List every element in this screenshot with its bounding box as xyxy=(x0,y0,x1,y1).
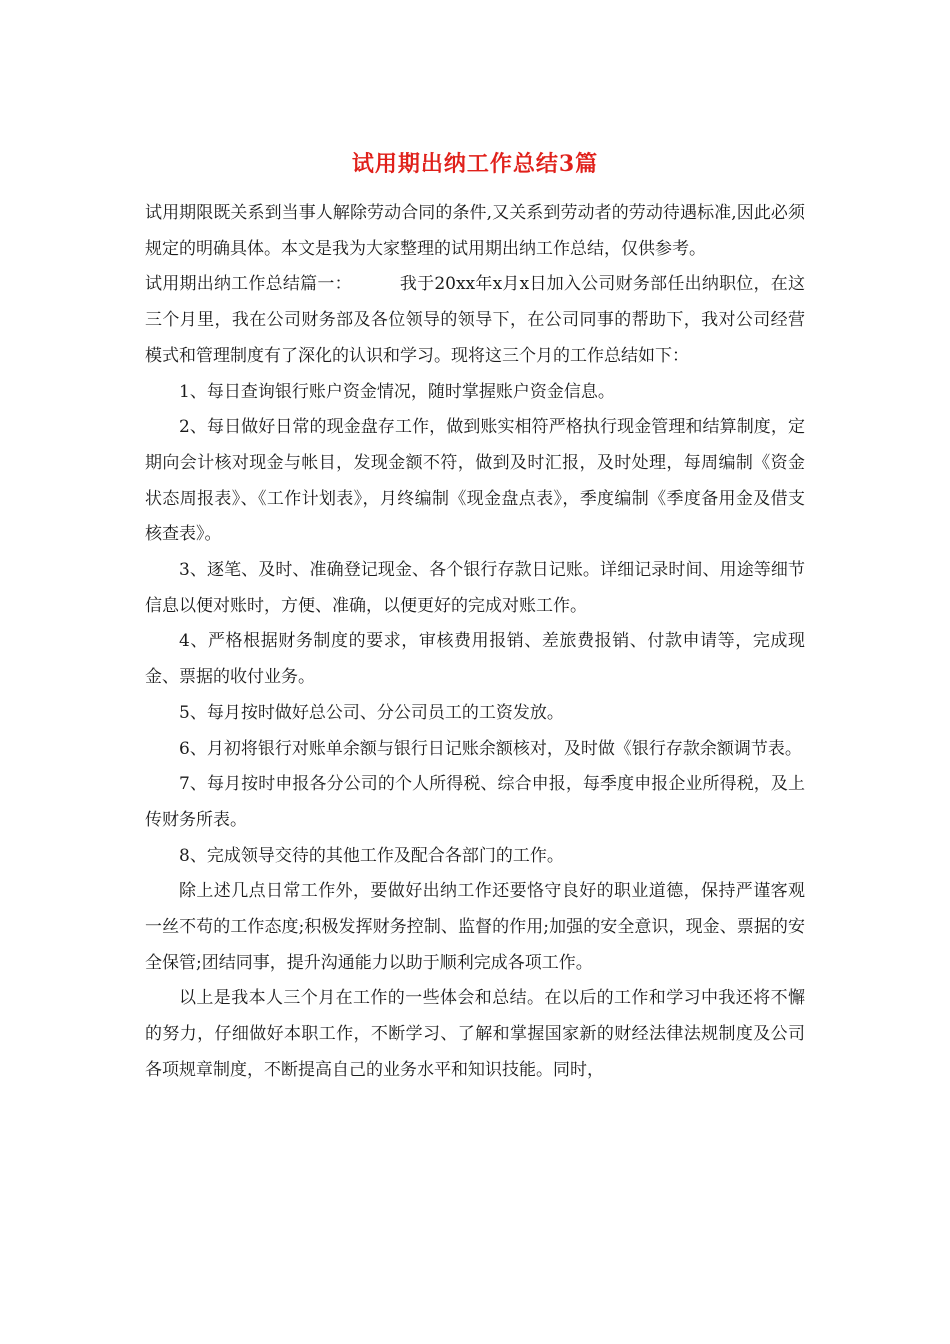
section-label: 试用期出纳工作总结篇一： xyxy=(145,274,352,295)
list-item-8: 8、完成领导交待的其他工作及配合各部门的工作。 xyxy=(179,845,564,866)
intro-paragraph: 试用期限既关系到当事人解除劳动合同的条件,又关系到劳动者的劳动待遇标准,因此必须规定的明确具体。本文是我为大家整理的试用期出纳工作总结，仅供参考。 xyxy=(145,203,805,259)
document-title: 试用期出纳工作总结3篇 xyxy=(351,151,599,177)
list-item-1: 1、每日查询银行账户资金情况，随时掌握账户资金信息。 xyxy=(179,381,615,402)
section-paragraph xyxy=(145,267,805,374)
list-item-6: 6、月初将银行对账单余额与银行日记账余额核对，及时做《银行存款余额调节表。 xyxy=(179,738,802,759)
document-body xyxy=(145,196,805,1089)
ethics-paragraph: 除上述几点日常工作外，要做好出纳工作还要恪守良好的职业道德，保持严谨客观一丝不苟的工作态度;积极发挥财务控制、监督的作用;加强的安全意识，现金、票据的安全保管;团结同事，提升沟通能力以助于顺利完成各项工作。 xyxy=(145,881,805,973)
section-intro: 我于20xx年x月x日加入公司财务部任出纳职位，在这三个月里，我在公司财务部及各位领导的领导下，在公司同事的帮助下，我对公司经营模式和管理制度有了深化的认识和学习。现将这三个月的工作总结如下： xyxy=(145,274,806,366)
list-item-4: 4、严格根据财务制度的要求，审核费用报销、差旅费报销、付款申请等，完成现金、票据的收付业务。 xyxy=(145,631,805,688)
list-item-5: 5、每月按时做好总公司、分公司员工的工资发放。 xyxy=(179,702,564,723)
list-item-3: 3、逐笔、及时、准确登记现金、各个银行存款日记账。详细记录时间、用途等细节信息以便对账时，方便、准确，以便更好的完成对账工作。 xyxy=(145,560,805,616)
closing-paragraph: 以上是我本人三个月在工作的一些体会和总结。在以后的工作和学习中我还将不懈的努力，仔细做好本职工作，不断学习、了解和掌握国家新的财经法律法规制度及公司各项规章制度，不断提高自己的业务水平和知识技能。同时， xyxy=(145,988,805,1080)
list-item-7: 7、每月按时申报各分公司的个人所得税、综合申报，每季度申报企业所得税，及上传财务所表。 xyxy=(145,774,805,830)
list-item-2: 2、每日做好日常的现金盘存工作，做到账实相符严格执行现金管理和结算制度，定期向会计核对现金与帐目，发现金额不符，做到及时汇报，及时处理，每周编制《资金状态周报表》、《工作计划表》，月终编制《现金盘点表》，季度编制《季度备用金及借支核查表》。 xyxy=(145,417,805,545)
